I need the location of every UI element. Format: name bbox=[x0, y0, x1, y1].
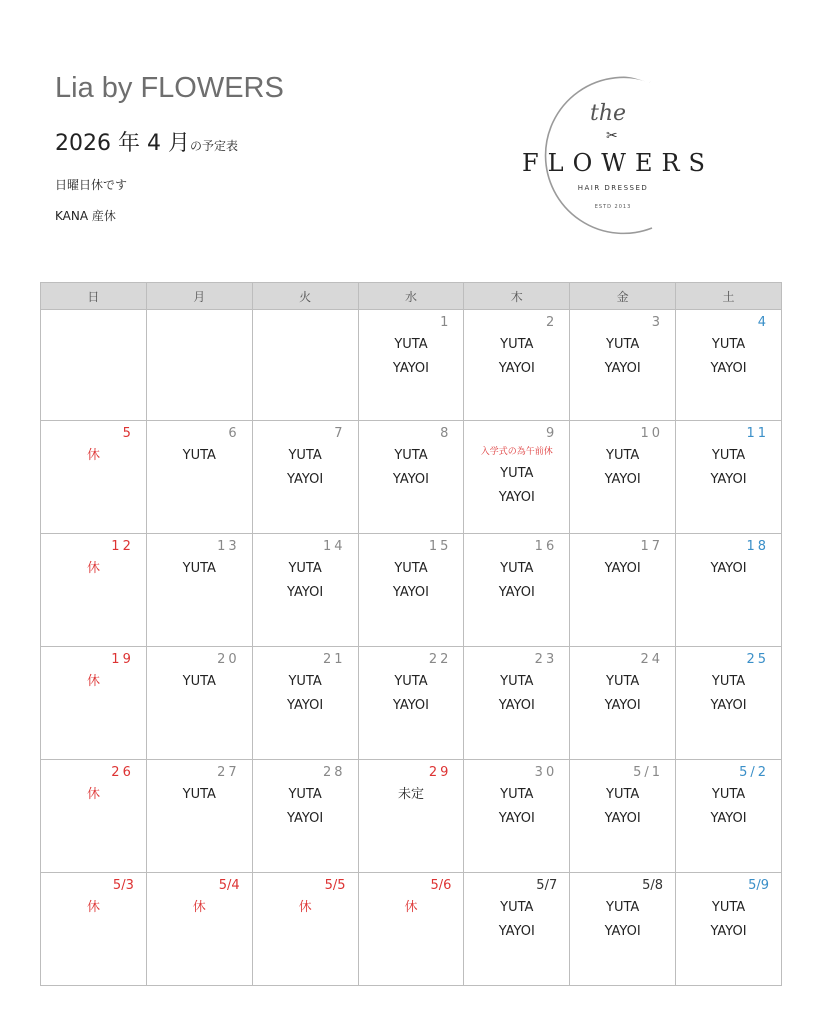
day-cell bbox=[146, 873, 252, 986]
day-number: 5 bbox=[122, 426, 134, 441]
weekday-wed: 水 bbox=[358, 283, 464, 310]
day-cell bbox=[252, 421, 358, 534]
staff-entry: YAYOI bbox=[710, 811, 747, 826]
weekday-mon: 月 bbox=[146, 283, 252, 310]
weekday-header-row bbox=[41, 283, 782, 310]
day-number: 5/2 bbox=[739, 765, 769, 780]
day-number: 4 bbox=[757, 315, 769, 330]
staff-entry: YUTA bbox=[711, 337, 746, 352]
day-number: 3 bbox=[651, 315, 664, 330]
staff-entry: YAYOI bbox=[710, 361, 747, 376]
day-cell bbox=[41, 873, 147, 986]
day-cell bbox=[41, 534, 147, 647]
staff-entry: YUTA bbox=[711, 900, 746, 915]
staff-entry: YAYOI bbox=[604, 561, 641, 576]
week-row bbox=[41, 310, 782, 421]
day-cell bbox=[464, 310, 570, 421]
staff-entry: YUTA bbox=[500, 561, 534, 576]
staff-entry: YUTA bbox=[182, 674, 216, 689]
staff-entry: YAYOI bbox=[604, 361, 641, 376]
staff-entry: YAYOI bbox=[710, 472, 747, 487]
staff-entry: YAYOI bbox=[604, 924, 641, 939]
flowers-logo bbox=[500, 60, 740, 250]
weekday-tue: 火 bbox=[252, 283, 358, 310]
day-number: 26 bbox=[111, 765, 134, 780]
scissors-icon: ✂ bbox=[606, 128, 618, 144]
week-row bbox=[41, 760, 782, 873]
staff-entry: YAYOI bbox=[392, 698, 430, 713]
staff-entry: YAYOI bbox=[392, 585, 430, 600]
day-cell bbox=[41, 421, 147, 534]
staff-entry: YAYOI bbox=[287, 698, 324, 713]
day-cell bbox=[358, 421, 464, 534]
day-cell bbox=[146, 647, 252, 760]
logo-subtitle: HAIR DRESSED bbox=[577, 184, 649, 192]
staff-entry: YUTA bbox=[500, 900, 534, 915]
day-cell bbox=[41, 760, 147, 873]
month-suffix: の予定表 bbox=[189, 139, 238, 153]
staff-entry: YUTA bbox=[606, 787, 640, 802]
day-cell bbox=[252, 873, 358, 986]
day-number: 24 bbox=[640, 652, 664, 667]
staff-entry: YUTA bbox=[182, 561, 216, 576]
day-number: 5/3 bbox=[112, 878, 134, 893]
day-note: 入学式の為午前休 bbox=[480, 447, 553, 457]
day-cell bbox=[570, 421, 676, 534]
shop-name: Lia by FLOWERS bbox=[55, 72, 284, 104]
staff-entry: YUTA bbox=[394, 674, 428, 689]
staff-entry: YAYOI bbox=[604, 698, 641, 713]
day-cell bbox=[570, 873, 676, 986]
staff-entry: YUTA bbox=[288, 674, 322, 689]
day-cell bbox=[570, 534, 676, 647]
day-cell bbox=[252, 534, 358, 647]
day-number: 9 bbox=[545, 426, 558, 441]
staff-entry: YUTA bbox=[606, 674, 640, 689]
day-number: 15 bbox=[428, 539, 452, 554]
day-cell bbox=[146, 534, 252, 647]
leave-note: KANA 産休 bbox=[55, 209, 116, 223]
day-number: 6 bbox=[228, 426, 240, 441]
day-number: 23 bbox=[534, 652, 558, 667]
staff-entry: YUTA bbox=[711, 448, 746, 463]
staff-entry: YUTA bbox=[500, 337, 534, 352]
staff-entry: YUTA bbox=[182, 448, 216, 463]
day-number: 5/5 bbox=[324, 878, 346, 893]
day-cell bbox=[358, 647, 464, 760]
day-cell bbox=[464, 647, 570, 760]
day-cell bbox=[252, 647, 358, 760]
week-row bbox=[41, 647, 782, 760]
day-number: 5/1 bbox=[633, 765, 664, 780]
closed-label: 休 bbox=[192, 900, 206, 915]
staff-entry: YAYOI bbox=[498, 698, 535, 713]
logo-established: ESTD 2013 bbox=[594, 204, 632, 210]
staff-entry: YUTA bbox=[606, 337, 640, 352]
day-cell bbox=[146, 310, 252, 421]
closed-label: 休 bbox=[87, 787, 101, 802]
closed-label: 休 bbox=[87, 900, 101, 915]
month-main: 2026 年 4 月 bbox=[55, 131, 190, 156]
staff-entry: YAYOI bbox=[498, 924, 535, 939]
staff-entry: YAYOI bbox=[287, 811, 324, 826]
day-cell bbox=[464, 760, 570, 873]
day-number: 1 bbox=[440, 315, 452, 330]
day-number: 29 bbox=[428, 765, 452, 780]
staff-entry: YUTA bbox=[711, 674, 746, 689]
day-number: 13 bbox=[217, 539, 240, 554]
day-number: 30 bbox=[534, 765, 558, 780]
day-number: 17 bbox=[640, 539, 664, 554]
day-number: 18 bbox=[746, 539, 769, 554]
logo-brand: FLOWERS bbox=[522, 149, 714, 177]
staff-entry: YUTA bbox=[500, 787, 534, 802]
day-number: 20 bbox=[217, 652, 240, 667]
closed-note: 日曜日休です bbox=[55, 178, 128, 192]
day-number bbox=[147, 310, 252, 333]
day-number: 5/4 bbox=[218, 878, 240, 893]
staff-entry: YUTA bbox=[500, 674, 534, 689]
day-number: 11 bbox=[746, 426, 769, 441]
staff-entry: YUTA bbox=[711, 787, 746, 802]
staff-entry: YAYOI bbox=[392, 472, 430, 487]
schedule-calendar bbox=[40, 282, 782, 986]
staff-entry: YAYOI bbox=[498, 361, 535, 376]
day-number: 8 bbox=[440, 426, 452, 441]
staff-entry: YAYOI bbox=[498, 490, 535, 505]
logo-script: the bbox=[589, 101, 627, 126]
staff-entry: YAYOI bbox=[287, 472, 324, 487]
staff-entry: YAYOI bbox=[604, 472, 641, 487]
closed-label: 休 bbox=[87, 561, 101, 576]
staff-entry: YAYOI bbox=[392, 361, 430, 376]
day-number: 5/9 bbox=[748, 878, 769, 893]
day-number: 28 bbox=[322, 765, 346, 780]
undecided-label: 未定 bbox=[397, 787, 424, 802]
day-cell bbox=[464, 873, 570, 986]
staff-entry: YUTA bbox=[288, 561, 322, 576]
weekday-fri: 金 bbox=[570, 283, 676, 310]
weekday-thu: 木 bbox=[464, 283, 570, 310]
closed-label: 休 bbox=[87, 448, 101, 463]
staff-entry: YUTA bbox=[394, 561, 428, 576]
day-number: 5/6 bbox=[430, 878, 452, 893]
day-number: 19 bbox=[111, 652, 134, 667]
staff-entry: YUTA bbox=[500, 466, 534, 481]
closed-label: 休 bbox=[298, 900, 312, 915]
closed-label: 休 bbox=[404, 900, 418, 915]
day-cell bbox=[676, 760, 782, 873]
day-cell bbox=[358, 760, 464, 873]
day-cell bbox=[570, 647, 676, 760]
staff-entry: YAYOI bbox=[498, 585, 535, 600]
day-cell bbox=[252, 310, 358, 421]
day-number: 25 bbox=[746, 652, 769, 667]
day-cell bbox=[252, 760, 358, 873]
month-title bbox=[55, 126, 238, 157]
day-number: 7 bbox=[334, 426, 346, 441]
weekday-sun: 日 bbox=[41, 283, 147, 310]
closed-label: 休 bbox=[87, 674, 101, 689]
day-cell bbox=[570, 310, 676, 421]
week-row bbox=[41, 421, 782, 534]
staff-entry: YAYOI bbox=[710, 698, 747, 713]
staff-entry: YUTA bbox=[288, 787, 322, 802]
day-cell bbox=[358, 534, 464, 647]
day-number: 14 bbox=[322, 539, 346, 554]
day-cell bbox=[676, 873, 782, 986]
staff-entry: YUTA bbox=[288, 448, 322, 463]
week-row bbox=[41, 873, 782, 986]
day-number: 21 bbox=[322, 652, 346, 667]
staff-entry: YUTA bbox=[394, 337, 428, 352]
day-cell bbox=[570, 760, 676, 873]
day-number bbox=[41, 310, 146, 333]
day-number: 5/8 bbox=[642, 878, 664, 893]
day-cell bbox=[464, 534, 570, 647]
day-number: 5/7 bbox=[536, 878, 558, 893]
staff-entry: YAYOI bbox=[498, 811, 535, 826]
day-cell bbox=[676, 421, 782, 534]
day-cell bbox=[358, 873, 464, 986]
staff-entry: YUTA bbox=[182, 787, 216, 802]
staff-entry: YAYOI bbox=[710, 561, 747, 576]
staff-entry: YUTA bbox=[606, 448, 640, 463]
staff-entry: YUTA bbox=[394, 448, 428, 463]
day-number: 12 bbox=[111, 539, 134, 554]
day-cell bbox=[676, 310, 782, 421]
day-cell bbox=[358, 310, 464, 421]
day-cell bbox=[146, 421, 252, 534]
day-cell bbox=[41, 310, 147, 421]
day-number: 2 bbox=[545, 315, 558, 330]
staff-entry: YAYOI bbox=[287, 585, 324, 600]
day-number: 27 bbox=[217, 765, 240, 780]
staff-entry: YAYOI bbox=[604, 811, 641, 826]
week-row bbox=[41, 534, 782, 647]
day-number: 22 bbox=[428, 652, 452, 667]
day-number: 16 bbox=[534, 539, 558, 554]
staff-entry: YUTA bbox=[606, 900, 640, 915]
day-cell bbox=[464, 421, 570, 534]
day-cell bbox=[41, 647, 147, 760]
day-cell bbox=[676, 534, 782, 647]
day-number: 10 bbox=[640, 426, 664, 441]
day-number bbox=[253, 310, 358, 333]
staff-entry: YAYOI bbox=[710, 924, 747, 939]
weekday-sat: 土 bbox=[676, 283, 782, 310]
day-cell bbox=[146, 760, 252, 873]
day-cell bbox=[676, 647, 782, 760]
